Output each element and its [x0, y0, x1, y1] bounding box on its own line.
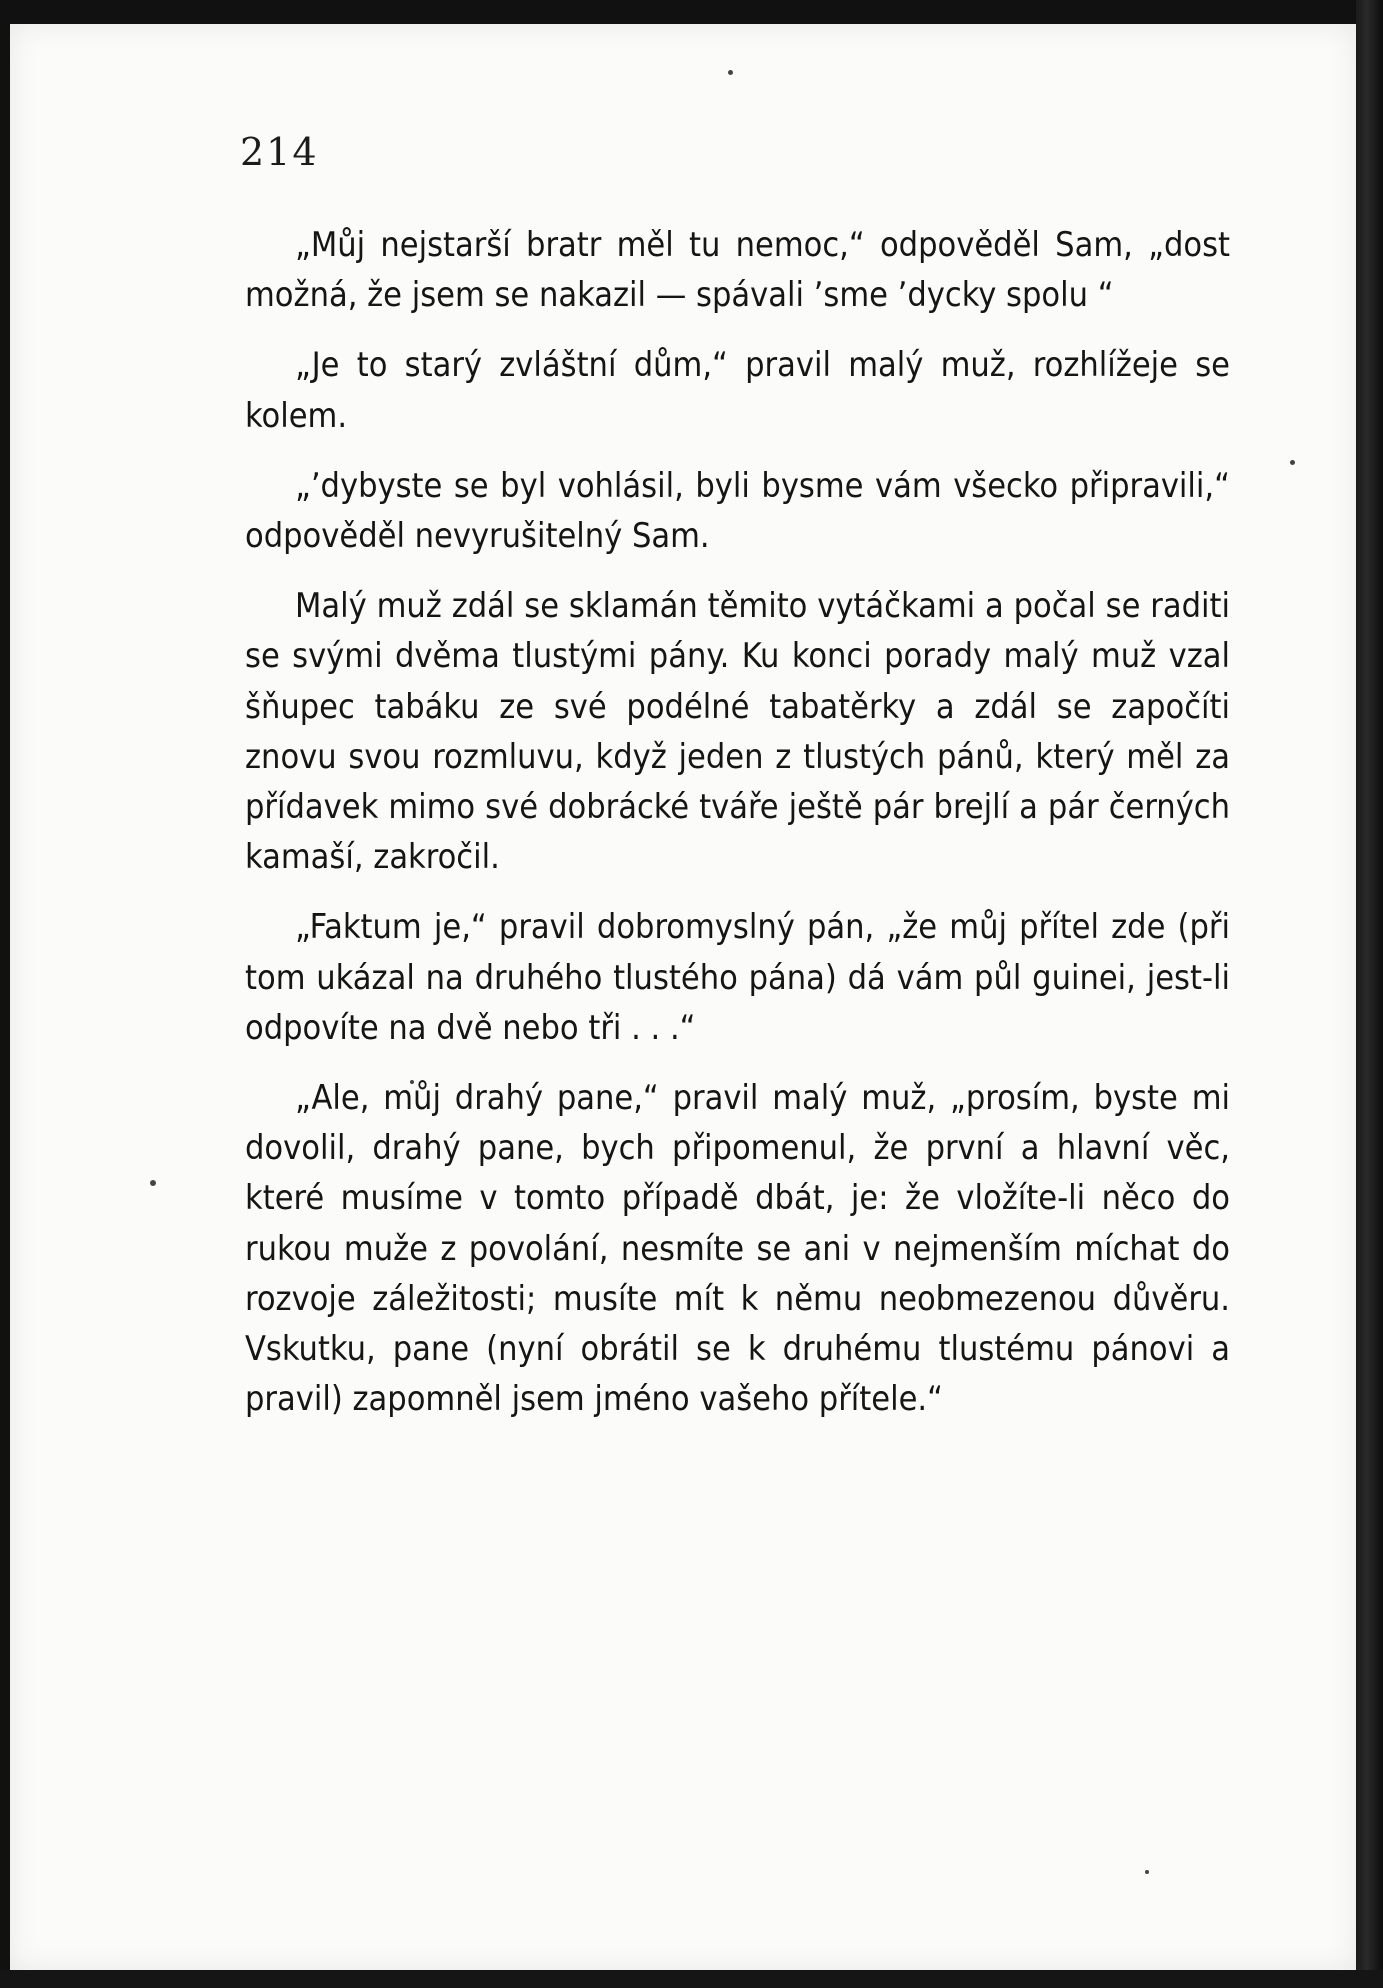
page-number: 214 — [240, 130, 319, 174]
paragraph-2: „Je to starý zvláštní dům,“ pravil malý muž, rozhlížeje se kolem. — [245, 345, 1230, 436]
paragraph-3: „’dybyste se byl vohlásil, byli bysme vám všecko připravili,“ odpověděl nevyrušitelný Sam. — [245, 465, 1230, 557]
page-binding-edge — [1356, 0, 1383, 1988]
paragraph-6: „Ale, můj drahý pane,“ pravil malý muž, „prosím, byste mi dovolil, drahý pane, bych připomenul, že první a hlavní věc, které musíme v tomto případě dbát, je: že vložíte-li něco do rukou muže z povolání, nesmíte se ani v nejmenším míchat do rozvoje záležitosti; musíte mít k němu neobmezenou důvěru. Vskutku, pane (nyní obrátil se k druhému tlustému pánovi a pravil) zapomněl jsem jméno vašeho přítele.“ — [245, 1078, 1230, 1420]
scan-bottom-edge — [0, 1970, 1383, 1988]
body-text — [245, 220, 1230, 1424]
paragraph-1: „Můj nejstarší bratr měl tu nemoc,“ odpověděl Sam, „dost možná, že jsem se nakazil — spávali ’sme ’dycky spolu “ — [245, 225, 1230, 316]
paragraph-4: Malý muž zdál se sklamán těmito vytáčkami a počal se raditi se svými dvěma tlustými pány. Ku konci porady malý muž vzal šňupec tabáku ze své podélné tabatěrky a zdál se započíti znovu svou rozmluvu, když jeden z tlustých pánů, který měl za přídavek mimo své dobrácké tváře ještě pár brejlí a pár černých kamaší, zakročil. — [245, 586, 1230, 878]
paragraph-5: „Faktum je,“ pravil dobromyslný pán, „že můj přítel zde (při tom ukázal na druhého tlustého pána) dá vám půl guinei, jest-li odpovíte na dvě nebo tři . . .“ — [245, 907, 1230, 1048]
